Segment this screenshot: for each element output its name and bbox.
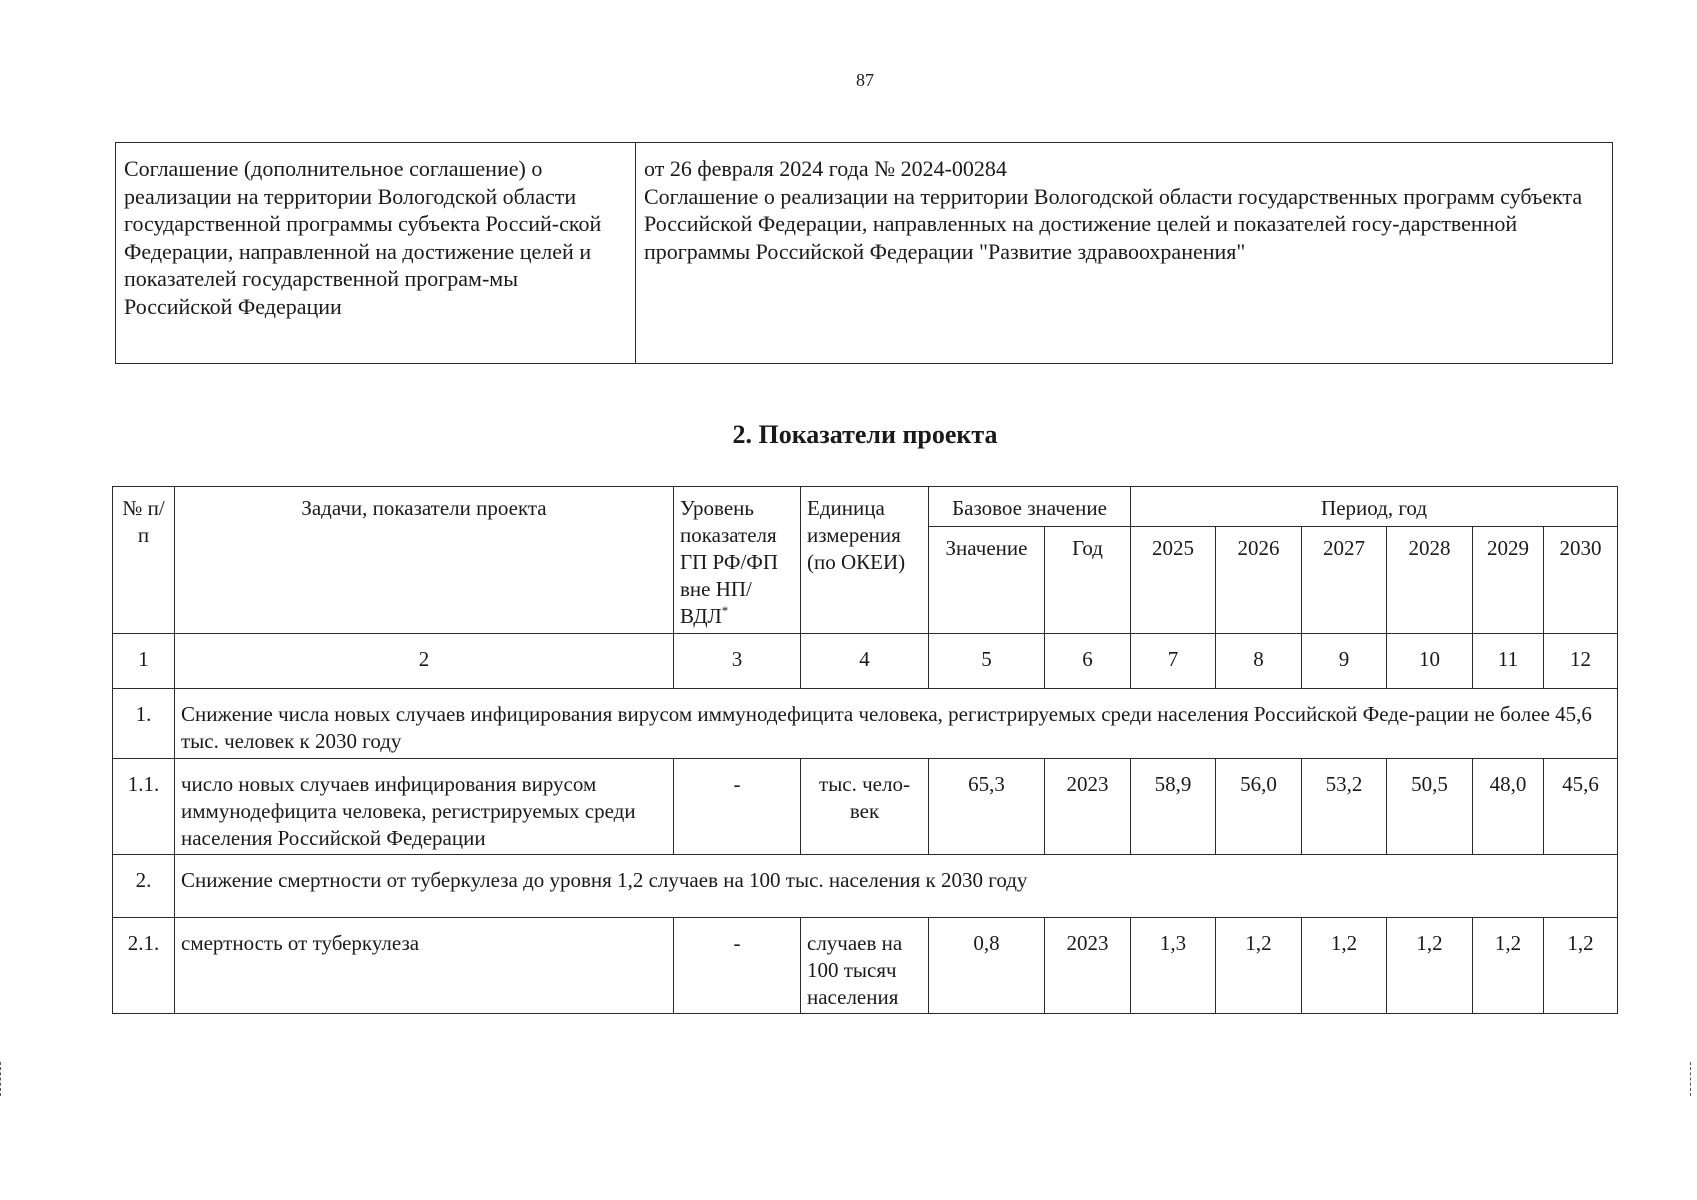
- header-base-year: Год: [1045, 527, 1131, 634]
- agreement-label-text: Соглашение (дополнительное соглашение) о реализации на территории Вологодской области государственной программы субъекта Россий-ской Федерации, направленной на достижение целей и показателей государственной програм-мы Российской Федерации: [124, 156, 602, 319]
- task-text: Снижение числа новых случаев инфицирования вирусом иммунодефицита человека, регистрируемых среди населения Российской Феде-рации не более 45,6 тыс. человек к 2030 году: [175, 689, 1618, 759]
- task-row: [113, 689, 1618, 759]
- header-year: 2025: [1131, 527, 1216, 634]
- left-margin-mark: [0, 1062, 5, 1096]
- indicator-base-value: 65,3: [929, 759, 1045, 855]
- indicator-num: 2.1.: [113, 918, 175, 1014]
- indicator-value: 1,2: [1302, 918, 1387, 1014]
- header-task: Задачи, показатели проекта: [175, 487, 674, 634]
- indicator-value: 1,2: [1216, 918, 1302, 1014]
- column-number: 6: [1045, 634, 1131, 689]
- section-title: 2. Показатели проекта: [732, 420, 998, 449]
- column-number: 5: [929, 634, 1045, 689]
- task-text: Снижение смертности от туберкулеза до уровня 1,2 случаев на 100 тыс. населения к 2030 году: [175, 855, 1618, 918]
- indicator-value: 53,2: [1302, 759, 1387, 855]
- indicator-unit: случаев на 100 тысяч населения: [801, 918, 929, 1014]
- header-unit: Единица измерения (по ОКЕИ): [801, 487, 929, 634]
- page-number: 87: [856, 70, 874, 90]
- header-level-footnote-mark: *: [721, 603, 729, 618]
- indicator-base-year: 2023: [1045, 759, 1131, 855]
- header-period: Период, год: [1131, 487, 1618, 527]
- header-year: 2029: [1473, 527, 1544, 634]
- column-number: 3: [674, 634, 801, 689]
- task-num: 2.: [113, 855, 175, 918]
- header-base-value: Значение: [929, 527, 1045, 634]
- indicator-row: [113, 759, 1618, 855]
- header-year: 2030: [1544, 527, 1618, 634]
- agreement-label: [116, 143, 636, 364]
- column-number: 4: [801, 634, 929, 689]
- indicator-base-year: 2023: [1045, 918, 1131, 1014]
- agreement-details: [636, 143, 1613, 364]
- indicator-name: смертность от туберкулеза: [175, 918, 674, 1014]
- header-level-text: Уровень показателя ГП РФ/ФП вне НП/ВДЛ: [680, 496, 779, 628]
- header-base: Базовое значение: [929, 487, 1131, 527]
- indicator-value: 1,2: [1387, 918, 1473, 1014]
- indicator-value: 58,9: [1131, 759, 1216, 855]
- column-number-row: [113, 634, 1618, 689]
- header-level: [674, 487, 801, 634]
- header-year: 2027: [1302, 527, 1387, 634]
- agreement-date-number: от 26 февраля 2024 года № 2024-00284: [644, 156, 1007, 181]
- agreement-row: [116, 143, 1613, 364]
- indicator-value: 50,5: [1387, 759, 1473, 855]
- indicator-row: [113, 918, 1618, 1014]
- right-margin-mark: [1690, 1062, 1695, 1096]
- indicators-table: [112, 486, 1618, 1014]
- indicator-value: 48,0: [1473, 759, 1544, 855]
- indicator-value: 1,2: [1473, 918, 1544, 1014]
- column-number: 9: [1302, 634, 1387, 689]
- indicator-level: -: [674, 759, 801, 855]
- indicator-unit: тыс. чело-век: [801, 759, 929, 855]
- header-year: 2026: [1216, 527, 1302, 634]
- indicator-level: -: [674, 918, 801, 1014]
- agreement-description: Соглашение о реализации на территории Вологодской области государственных программ субъекта Российской Федерации, направленных на достижение целей и показателей госу-дарственной программы Российской Федерации "Развитие здравоохранения": [644, 183, 1583, 264]
- indicator-value: 1,2: [1544, 918, 1618, 1014]
- column-number: 11: [1473, 634, 1544, 689]
- indicator-value: 1,3: [1131, 918, 1216, 1014]
- indicator-value: 56,0: [1216, 759, 1302, 855]
- task-row: [113, 855, 1618, 918]
- column-number: 7: [1131, 634, 1216, 689]
- header-row-top: [113, 487, 1618, 527]
- header-year: 2028: [1387, 527, 1473, 634]
- column-number: 12: [1544, 634, 1618, 689]
- header-num: № п/п: [113, 487, 175, 634]
- indicator-value: 45,6: [1544, 759, 1618, 855]
- column-number: 1: [113, 634, 175, 689]
- indicator-base-value: 0,8: [929, 918, 1045, 1014]
- agreement-table: [115, 142, 1613, 364]
- column-number: 10: [1387, 634, 1473, 689]
- indicator-name: число новых случаев инфицирования вирусом иммунодефицита человека, регистрируемых среди населения Российской Федерации: [175, 759, 674, 855]
- column-number: 2: [175, 634, 674, 689]
- task-num: 1.: [113, 689, 175, 759]
- column-number: 8: [1216, 634, 1302, 689]
- indicator-num: 1.1.: [113, 759, 175, 855]
